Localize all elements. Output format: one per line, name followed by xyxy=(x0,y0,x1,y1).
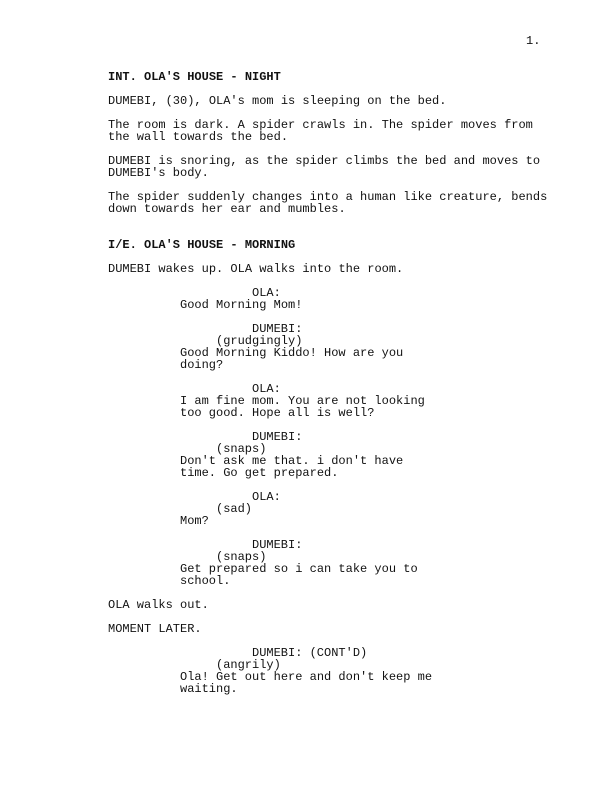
action-line: The room is dark. A spider crawls in. The spider moves from xyxy=(108,118,533,132)
dialogue-line: doing? xyxy=(180,358,224,372)
character-name: OLA: xyxy=(252,382,281,396)
character-name: DUMEBI: xyxy=(252,430,303,444)
parenthetical: (grudgingly) xyxy=(216,334,303,348)
character-name: DUMEBI: xyxy=(252,538,303,552)
action-line: DUMEBI is snoring, as the spider climbs the bed and moves to xyxy=(108,154,541,168)
dialogue-line: Get prepared so i can take you to xyxy=(180,562,418,576)
action-line: MOMENT LATER. xyxy=(108,622,202,636)
action-line: the wall towards the bed. xyxy=(108,130,289,144)
dialogue-line: time. Go get prepared. xyxy=(180,466,339,480)
dialogue-line: Mom? xyxy=(180,514,209,528)
action-line: DUMEBI's body. xyxy=(108,166,209,180)
dialogue-line: Good Morning Kiddo! How are you xyxy=(180,346,404,360)
character-name: DUMEBI: (CONT'D) xyxy=(252,646,368,660)
scene-heading: INT. OLA'S HOUSE - NIGHT xyxy=(108,70,281,84)
parenthetical: (angrily) xyxy=(216,658,281,672)
action-line: The spider suddenly changes into a human like creature, bends xyxy=(108,190,548,204)
dialogue-line: school. xyxy=(180,574,231,588)
dialogue-line: Good Morning Mom! xyxy=(180,298,303,312)
dialogue-line: Don't ask me that. i don't have xyxy=(180,454,404,468)
action-line: down towards her ear and mumbles. xyxy=(108,202,346,216)
parenthetical: (sad) xyxy=(216,502,253,516)
scene-heading: I/E. OLA'S HOUSE - MORNING xyxy=(108,238,296,252)
parenthetical: (snaps) xyxy=(216,442,267,456)
character-name: OLA: xyxy=(252,286,281,300)
action-line: DUMEBI, (30), OLA's mom is sleeping on the bed. xyxy=(108,94,447,108)
dialogue-line: I am fine mom. You are not looking xyxy=(180,394,425,408)
parenthetical: (snaps) xyxy=(216,550,267,564)
dialogue-line: waiting. xyxy=(180,682,238,696)
action-line: DUMEBI wakes up. OLA walks into the room. xyxy=(108,262,404,276)
character-name: DUMEBI: xyxy=(252,322,303,336)
character-name: OLA: xyxy=(252,490,281,504)
dialogue-line: too good. Hope all is well? xyxy=(180,406,375,420)
action-line: OLA walks out. xyxy=(108,598,209,612)
page-number: 1. xyxy=(526,34,541,48)
dialogue-line: Ola! Get out here and don't keep me xyxy=(180,670,433,684)
